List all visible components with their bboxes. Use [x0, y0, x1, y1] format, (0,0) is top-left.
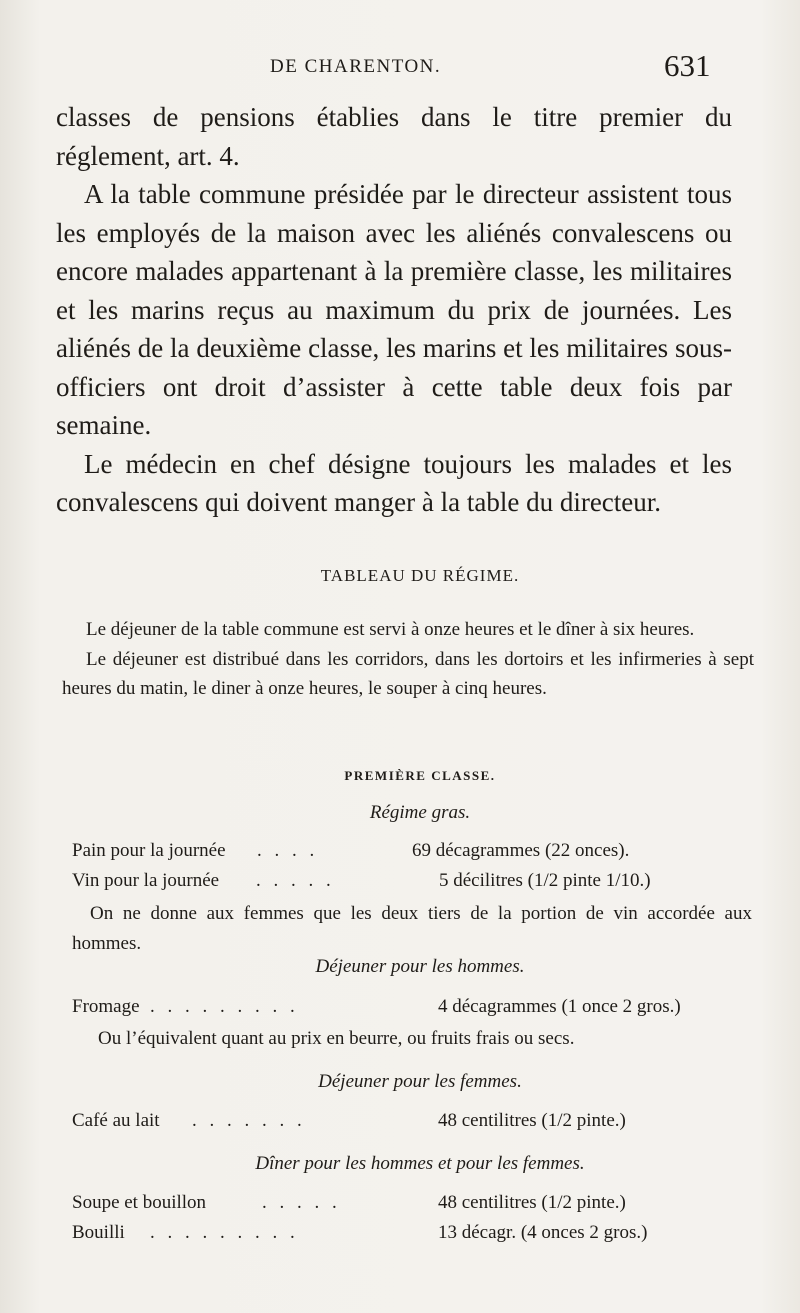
- ration-quantity: 48 centilitres (1/2 pinte.): [438, 1192, 626, 1213]
- paragraph: Le médecin en chef désigne toujours les malades et les convalescens qui doivent manger à la table du directeur.: [56, 448, 732, 517]
- ration-quantity: 13 décagr. (4 onces 2 gros.): [438, 1222, 648, 1243]
- leader-dots: . . . . . . .: [192, 1110, 306, 1131]
- class-title: PREMIÈRE CLASSE.: [344, 768, 496, 783]
- leader-dots: . . . . . . . . .: [150, 1222, 299, 1243]
- leader-dots: . . . .: [257, 840, 319, 861]
- paragraph: A la table commune présidée par le directeur assistent tous les employés de la maison avec les aliénés convalescens ou encore malades appartenant à la première classe, les militaires et les marins reçus au maximum du prix de journées. Les aliénés de la deuxième classe, les marins et les militaires sous-officiers ont droit d’assister à cette table deux fois par semaine.: [56, 179, 732, 440]
- ration-quantity: 4 décagrammes (1 once 2 gros.): [438, 996, 681, 1017]
- ration-name: Bouilli: [72, 1222, 125, 1243]
- schedule-text: [62, 615, 754, 704]
- running-title: DE CHARENTON.: [270, 56, 442, 77]
- paragraph: classes de pensions établies dans le titre premier du réglement, art. 4.: [56, 102, 732, 171]
- note: Ou l’équivalent quant au prix en beurre, ou fruits frais ou secs.: [98, 1028, 575, 1049]
- ration-row: [72, 996, 752, 1026]
- paragraph: Le déjeuner est distribué dans les corridors, dans les dortoirs et les infirmeries à sept heures du matin, le diner à onze heures, le souper à cinq heures.: [62, 648, 754, 699]
- page-number: 631: [664, 48, 711, 83]
- section-title: TABLEAU DU RÉGIME.: [320, 566, 520, 585]
- meal-title: Déjeuner pour les hommes.: [315, 956, 525, 977]
- ration-quantity: 69 décagrammes (22 onces).: [412, 840, 630, 861]
- paragraph: Le déjeuner de la table commune est servi à onze heures et le dîner à six heures.: [86, 619, 695, 640]
- page-header: [0, 48, 800, 88]
- ration-name: Pain pour la journée: [72, 840, 226, 861]
- ration-name: Vin pour la journée: [72, 870, 220, 891]
- ration-row: [72, 1110, 752, 1140]
- ration-row: [72, 840, 752, 870]
- ration-quantity: 48 centilitres (1/2 pinte.): [438, 1110, 626, 1131]
- meal-title: Déjeuner pour les femmes.: [318, 1071, 522, 1092]
- leader-dots: . . . . .: [262, 1192, 341, 1213]
- note: On ne donne aux femmes que les deux tiers de la portion de vin accordée aux hommes.: [72, 903, 752, 954]
- ration-quantity: 5 décilitres (1/2 pinte 1/10.): [439, 870, 651, 891]
- regime-title: Régime gras.: [369, 802, 471, 823]
- ration-name: Soupe et bouillon: [72, 1192, 207, 1213]
- ration-row: [72, 870, 752, 900]
- leader-dots: . . . . .: [256, 870, 335, 891]
- ration-row: [72, 1222, 752, 1252]
- meal-title: Dîner pour les hommes et pour les femmes.: [255, 1153, 585, 1174]
- main-text: [56, 98, 732, 522]
- ration-name: Café au lait: [72, 1110, 160, 1131]
- leader-dots: . . . . . . . . .: [150, 996, 299, 1017]
- ration-row: [72, 1192, 752, 1222]
- ration-name: Fromage: [72, 996, 140, 1017]
